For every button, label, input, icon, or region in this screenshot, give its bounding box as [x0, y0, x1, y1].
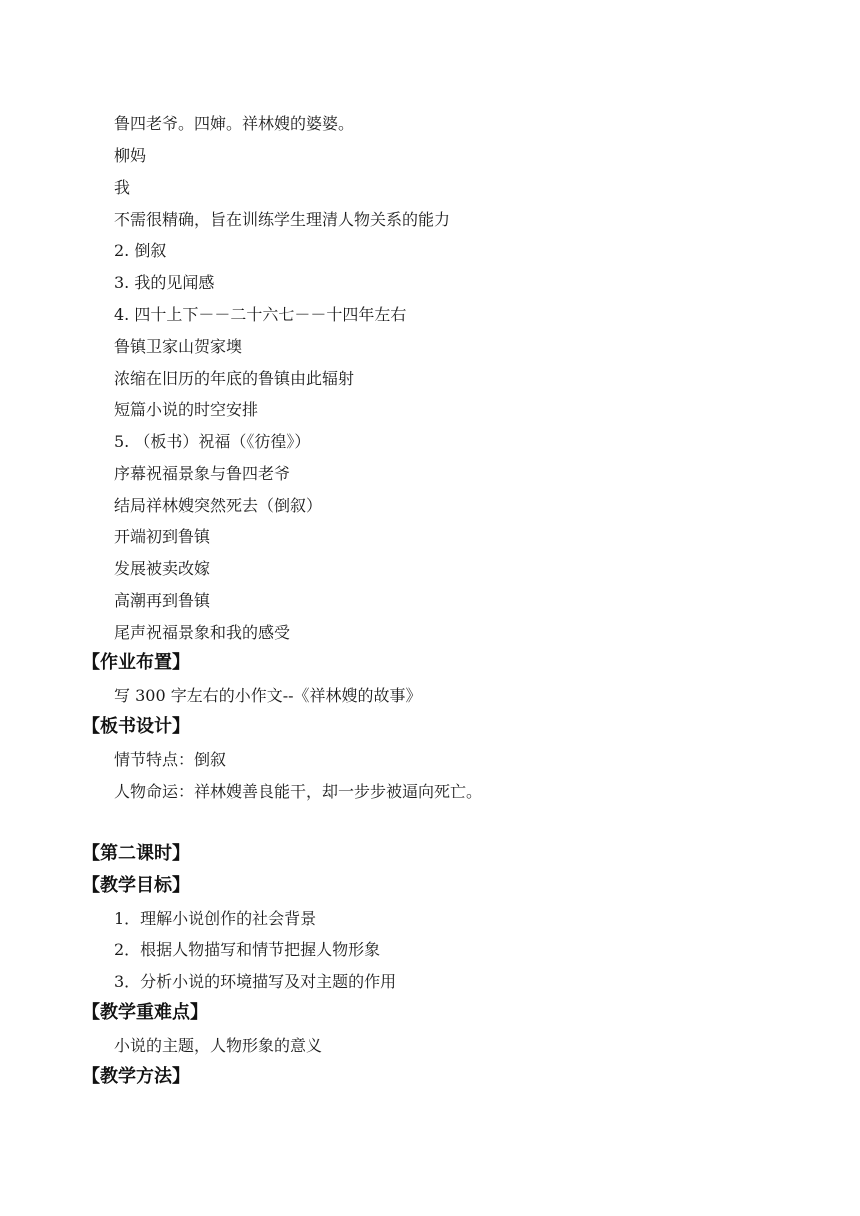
- text-line: 柳妈: [114, 146, 147, 165]
- second-lesson-heading: 【第二课时】: [82, 843, 190, 864]
- teaching-goal-item: 1．理解小说创作的社会背景: [114, 909, 317, 928]
- board-design-heading: 【板书设计】: [82, 716, 190, 737]
- text-line: 5. （板书）祝福（《彷徨》）: [114, 432, 311, 451]
- board-design-item: 情节特点：倒叙: [114, 750, 227, 769]
- homework-heading: 【作业布置】: [82, 652, 190, 673]
- text-line: 尾声祝福景象和我的感受: [114, 623, 291, 642]
- text-line: 4. 四十上下－－二十六七－－十四年左右: [114, 305, 407, 324]
- text-line: 鲁四老爷。四婶。祥林嫂的婆婆。: [114, 114, 355, 133]
- text-line: 2. 倒叙: [114, 241, 167, 260]
- teaching-goal-item: 3．分析小说的环境描写及对主题的作用: [114, 972, 397, 991]
- board-design-item: 人物命运：祥林嫂善良能干，却一步步被逼向死亡。: [114, 782, 483, 801]
- text-line: 结局祥林嫂突然死去（倒叙）: [114, 496, 323, 515]
- key-points-text: 小说的主题，人物形象的意义: [114, 1036, 323, 1055]
- text-line: 高潮再到鲁镇: [114, 591, 211, 610]
- text-line: 3. 我的见闻感: [114, 273, 215, 292]
- text-line: 短篇小说的时空安排: [114, 400, 259, 419]
- methods-heading: 【教学方法】: [82, 1066, 190, 1087]
- text-line: 不需很精确，旨在训练学生理清人物关系的能力: [114, 210, 451, 229]
- homework-text: 写 300 字左右的小作文--《祥林嫂的故事》: [114, 686, 422, 705]
- text-line: 鲁镇卫家山贺家墺: [114, 337, 243, 356]
- text-line: 我: [114, 178, 131, 197]
- text-line: 发展被卖改嫁: [114, 559, 211, 578]
- text-line: 浓缩在旧历的年底的鲁镇由此辐射: [114, 369, 355, 388]
- teaching-goals-heading: 【教学目标】: [82, 875, 190, 896]
- key-points-heading: 【教学重难点】: [82, 1002, 208, 1023]
- text-line: 序幕祝福景象与鲁四老爷: [114, 464, 291, 483]
- teaching-goal-item: 2．根据人物描写和情节把握人物形象: [114, 940, 381, 959]
- text-line: 开端初到鲁镇: [114, 527, 211, 546]
